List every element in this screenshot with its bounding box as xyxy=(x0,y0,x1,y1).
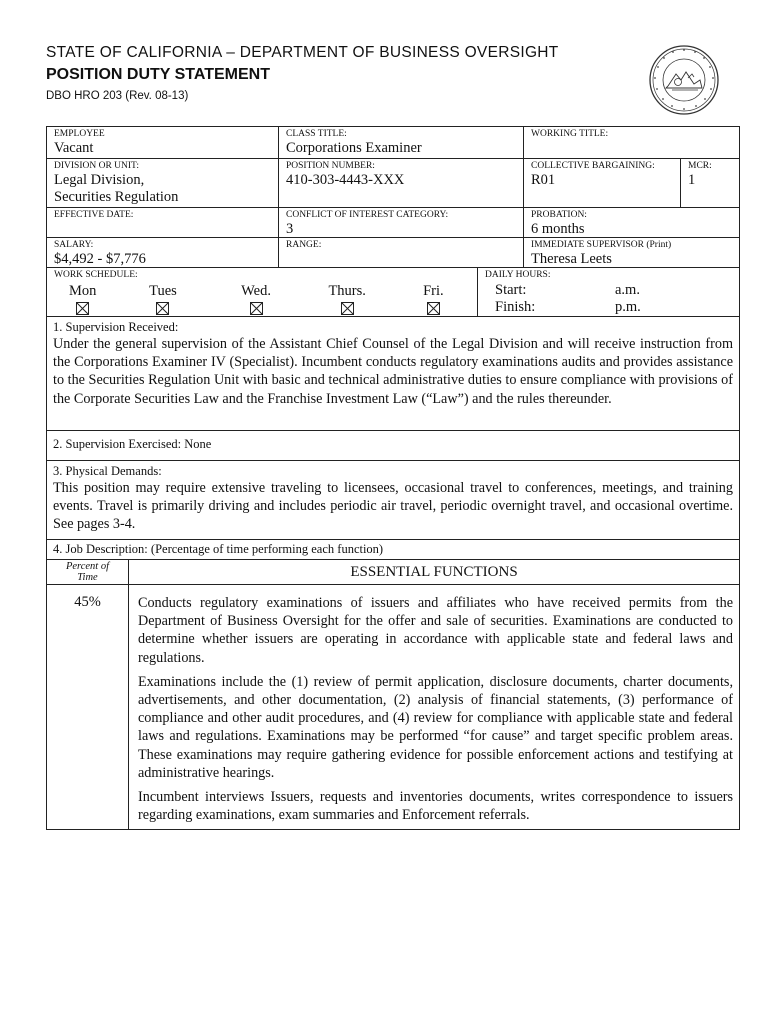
section1-body: Under the general supervision of the Assistant Chief Counsel of the Legal Division and will receive instruction from the Corporations Examiner IV (Specialist). Incumbent conducts regulatory examinations audits and provides assistance to the Securities Regulation Unit with basic and technical administrative duties to ensure compliance with provisions of the Corporate Securities Law and the Franchise Investment Law (“Law”) and the rules thereunder. xyxy=(53,336,733,407)
mcr-value: 1 xyxy=(688,172,696,188)
start-label: Start: xyxy=(495,282,527,298)
percent-header-line2: Time xyxy=(77,571,98,583)
class-title-cell[interactable] xyxy=(279,127,524,158)
section-supervision-exercised xyxy=(47,431,739,461)
day-thurs-label: Thurs. xyxy=(328,283,366,299)
day-thurs xyxy=(298,283,397,320)
employee-label: EMPLOYEE xyxy=(54,129,105,139)
class-title-value: Corporations Examiner xyxy=(286,140,422,156)
work-schedule-label: WORK SCHEDULE: xyxy=(54,270,138,280)
section4-title: 4. Job Description: (Percentage of time performing each function) xyxy=(53,542,384,556)
position-number-value: 410-303-4443-XXX xyxy=(286,172,405,188)
position-number-cell[interactable] xyxy=(279,159,524,207)
start-am[interactable]: a.m. xyxy=(615,282,640,298)
division-cell[interactable] xyxy=(47,159,279,207)
supervisor-cell[interactable] xyxy=(524,238,739,267)
day-tues-checkbox[interactable] xyxy=(156,302,169,315)
section3-body: This position may require extensive traveling to licensees, occasional travel to conferences, meetings, and training events. Travel is primarily driving and includes periodic air travel, periodic overnight travel, and occasional overtime. See pages 3-4. xyxy=(53,480,733,533)
class-title-label: CLASS TITLE: xyxy=(286,129,347,139)
day-fri xyxy=(397,283,470,320)
collective-bargaining-label: COLLECTIVE BARGAINING: xyxy=(531,161,655,171)
section-physical-demands xyxy=(47,461,739,540)
employee-cell[interactable] xyxy=(47,127,279,158)
day-tues xyxy=(111,283,214,320)
section1-title: 1. Supervision Received: xyxy=(53,320,179,334)
division-value-line2: Securities Regulation xyxy=(54,189,179,205)
supervisor-label: IMMEDIATE SUPERVISOR (Print) xyxy=(531,240,672,250)
day-mon-checkbox[interactable] xyxy=(76,302,89,315)
position-duty-form xyxy=(46,126,740,830)
working-title-cell[interactable] xyxy=(524,127,739,158)
percent-time-header xyxy=(47,560,129,584)
day-mon-label: Mon xyxy=(69,283,97,299)
effective-date-label: EFFECTIVE DATE: xyxy=(54,210,134,220)
mcr-cell[interactable] xyxy=(681,159,739,207)
function-description xyxy=(129,585,739,829)
section-supervision-received xyxy=(47,317,739,431)
essential-function-row xyxy=(47,585,739,829)
day-wed-label: Wed. xyxy=(241,283,271,299)
working-title-label: WORKING TITLE: xyxy=(531,129,609,139)
finish-label: Finish: xyxy=(495,299,536,315)
day-fri-label: Fri. xyxy=(423,283,444,299)
range-label: RANGE: xyxy=(286,240,322,250)
position-number-label: POSITION NUMBER: xyxy=(286,161,375,171)
day-fri-checkbox[interactable] xyxy=(427,302,440,315)
function-percent: 45% xyxy=(47,585,129,829)
work-schedule-cell xyxy=(47,268,478,316)
probation-value: 6 months xyxy=(531,221,585,237)
percent-header-line1: Percent of xyxy=(65,561,110,572)
conflict-category-value: 3 xyxy=(286,221,294,237)
collective-bargaining-cell[interactable] xyxy=(524,159,681,207)
function-paragraph: Conducts regulatory examinations of issuers and affiliates who have received permits from the Department of Business Oversight for the offer and sale of securities. Examinations are conducted to determine whether issuers are operating in accordance with applicable state and federal laws and regulations. xyxy=(138,595,733,666)
salary-label: SALARY: xyxy=(54,240,94,250)
range-cell[interactable] xyxy=(279,238,524,267)
function-paragraph: Incumbent interviews Issuers, requests and inventories documents, writes correspondence to issuers regarding examinations, exam summaries and Enforcement referrals. xyxy=(138,789,733,824)
salary-cell[interactable] xyxy=(47,238,279,267)
day-mon xyxy=(54,283,111,320)
day-tues-label: Tues xyxy=(149,283,177,299)
day-thurs-checkbox[interactable] xyxy=(341,302,354,315)
division-label: DIVISION OR UNIT: xyxy=(54,161,140,171)
section3-title: 3. Physical Demands: xyxy=(53,464,162,478)
probation-label: PROBATION: xyxy=(531,210,587,220)
section-job-description xyxy=(47,540,739,560)
supervisor-value: Theresa Leets xyxy=(531,251,612,267)
conflict-category-label: CONFLICT OF INTEREST CATEGORY: xyxy=(286,210,449,220)
probation-cell[interactable] xyxy=(524,208,739,237)
essential-functions-header xyxy=(47,560,739,585)
essential-functions-title: ESSENTIAL FUNCTIONS xyxy=(350,564,518,580)
division-value-line1: Legal Division, xyxy=(54,172,145,188)
state-seal-icon xyxy=(648,44,720,116)
function-paragraph: Examinations include the (1) review of permit application, disclosure documents, charter documents, advertisements, and other documentation, (2) analysis of financial statements, (3) performance of compliance and other audit procedures, and (4) review for compliance with applicable state and federal laws and regulations. Examinations may be performed “for cause” and target specific problem areas. These examinations may require gathering evidence for possible enforcement actions and testifying at administrative hearings. xyxy=(138,673,733,781)
document-title: POSITION DUTY STATEMENT xyxy=(46,66,271,83)
form-id: DBO HRO 203 (Rev. 08-13) xyxy=(46,90,189,102)
agency-name: STATE OF CALIFORNIA – DEPARTMENT OF BUSINESS OVERSIGHT xyxy=(46,44,559,61)
salary-value: $4,492 - $7,776 xyxy=(54,251,146,267)
daily-hours-cell xyxy=(478,268,739,316)
effective-date-cell[interactable] xyxy=(47,208,279,237)
day-wed-checkbox[interactable] xyxy=(250,302,263,315)
employee-value: Vacant xyxy=(54,140,94,156)
collective-bargaining-value: R01 xyxy=(531,172,556,188)
mcr-label: MCR: xyxy=(688,161,712,171)
finish-pm[interactable]: p.m. xyxy=(615,299,641,315)
document-header xyxy=(46,44,559,102)
section2-title: 2. Supervision Exercised: None xyxy=(53,437,212,451)
conflict-category-cell[interactable] xyxy=(279,208,524,237)
day-wed xyxy=(214,283,297,320)
daily-hours-label: DAILY HOURS: xyxy=(485,270,551,280)
